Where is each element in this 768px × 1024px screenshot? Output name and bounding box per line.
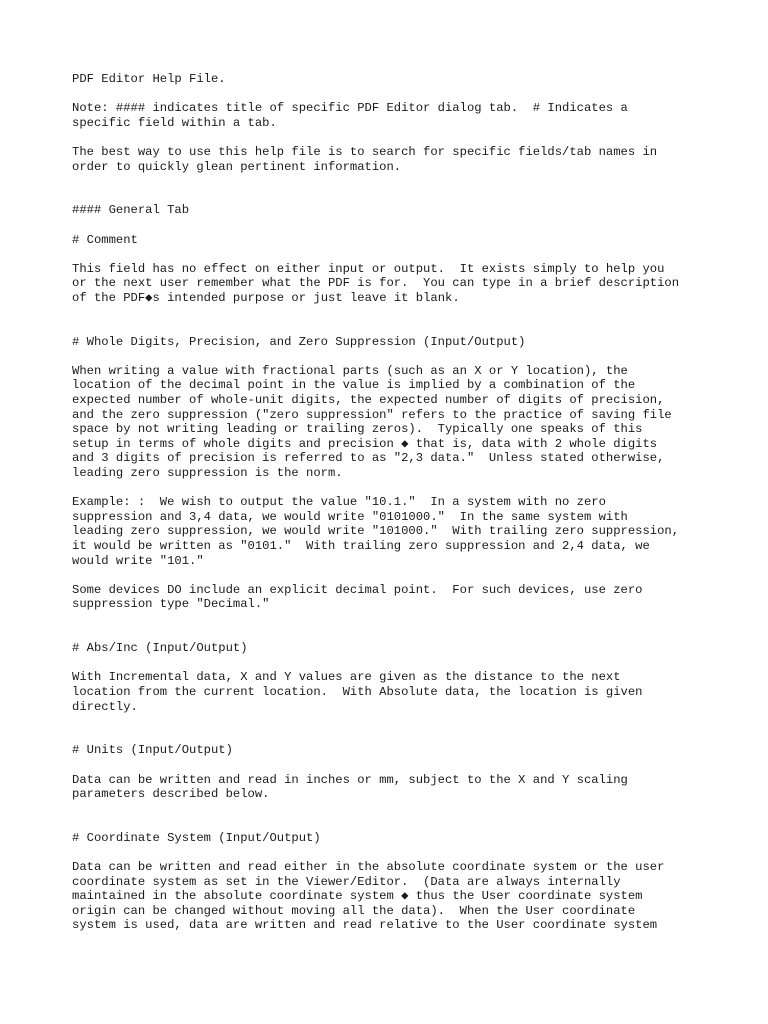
- text-line: origin can be changed without moving all the data). When the User coordinate: [72, 903, 636, 918]
- text-line: Example: : We wish to output the value "10.1." In a system with no zero: [72, 495, 606, 510]
- field-heading: # Comment: [72, 232, 138, 247]
- field-heading: # Units (Input/Output): [72, 743, 233, 758]
- text-line: of the PDF◆s intended purpose or just leave it blank.: [72, 290, 460, 305]
- text-line: it would be written as "0101." With trailing zero suppression and 2,4 data, we: [72, 539, 650, 553]
- blank-line: [72, 174, 712, 189]
- text-line: setup in terms of whole digits and precision ◆ that is, data with 2 whole digits: [72, 436, 658, 451]
- text-line: suppression and 3,4 data, we would write "0101000." In the same system with: [72, 509, 628, 524]
- blank-line: [72, 802, 712, 817]
- field-heading: # Abs/Inc (Input/Output): [72, 641, 248, 656]
- blank-line: [72, 627, 712, 642]
- blank-line: [72, 656, 712, 671]
- blank-line: [72, 758, 712, 773]
- text-line: would write "101.": [72, 553, 204, 568]
- field-heading: # Coordinate System (Input/Output): [72, 830, 321, 845]
- blank-line: [72, 218, 712, 233]
- help-document: [72, 72, 712, 933]
- blank-line: [72, 320, 712, 335]
- blank-line: [72, 189, 712, 204]
- blank-line: [72, 87, 712, 102]
- text-line: order to quickly glean pertinent information.: [72, 159, 402, 174]
- blank-line: [72, 729, 712, 744]
- text-line: Data can be written and read either in the absolute coordinate system or the user: [72, 860, 665, 875]
- text-line: or the next user remember what the PDF is for. You can type in a brief description: [72, 276, 680, 291]
- text-line: This field has no effect on either input or output. It exists simply to help you: [72, 261, 665, 276]
- blank-line: [72, 247, 712, 262]
- section-heading: #### General Tab: [72, 203, 190, 218]
- text-line: location from the current location. With Absolute data, the location is given: [72, 684, 643, 699]
- blank-line: [72, 845, 712, 860]
- text-line: and 3 digits of precision is referred to as "2,3 data." Unless stated otherwise,: [72, 451, 665, 466]
- text-line: Some devices DO include an explicit decimal point. For such devices, use zero: [72, 582, 643, 597]
- text-line: leading zero suppression, we would write "101000." With trailing zero suppression,: [72, 524, 680, 539]
- field-heading: # Whole Digits, Precision, and Zero Suppression (Input/Output): [72, 334, 526, 349]
- text-line: With Incremental data, X and Y values are given as the distance to the next: [72, 670, 621, 685]
- text-line: leading zero suppression is the norm.: [72, 466, 343, 481]
- blank-line: [72, 481, 712, 496]
- blank-line: [72, 130, 712, 145]
- text-line: coordinate system as set in the Viewer/Editor. (Data are always internally: [72, 874, 621, 889]
- text-line: suppression type "Decimal.": [72, 597, 270, 612]
- text-line: When writing a value with fractional parts (such as an X or Y location), the: [72, 363, 628, 378]
- text-line: Note: #### indicates title of specific PDF Editor dialog tab. # Indicates a: [72, 101, 628, 116]
- text-line: parameters described below.: [72, 787, 270, 802]
- text-line: directly.: [72, 699, 138, 714]
- text-line: specific field within a tab.: [72, 115, 277, 130]
- text-line: expected number of whole-unit digits, the expected number of digits of precision,: [72, 393, 665, 408]
- text-line: The best way to use this help file is to search for specific fields/tab names in: [72, 144, 658, 159]
- blank-line: [72, 612, 712, 627]
- blank-line: [72, 714, 712, 729]
- blank-line: [72, 306, 712, 321]
- text-line: PDF Editor Help File.: [72, 72, 226, 86]
- blank-line: [72, 568, 712, 583]
- text-line: Data can be written and read in inches or mm, subject to the X and Y scaling: [72, 772, 628, 787]
- text-line: space by not writing leading or trailing zeros). Typically one speaks of this: [72, 422, 643, 437]
- text-line: system is used, data are written and read relative to the User coordinate system: [72, 918, 658, 933]
- blank-line: [72, 349, 712, 364]
- blank-line: [72, 816, 712, 831]
- text-line: maintained in the absolute coordinate system ◆ thus the User coordinate system: [72, 889, 643, 904]
- text-line: location of the decimal point in the value is implied by a combination of the: [72, 378, 636, 393]
- text-line: and the zero suppression ("zero suppression" refers to the practice of saving file: [72, 407, 672, 422]
